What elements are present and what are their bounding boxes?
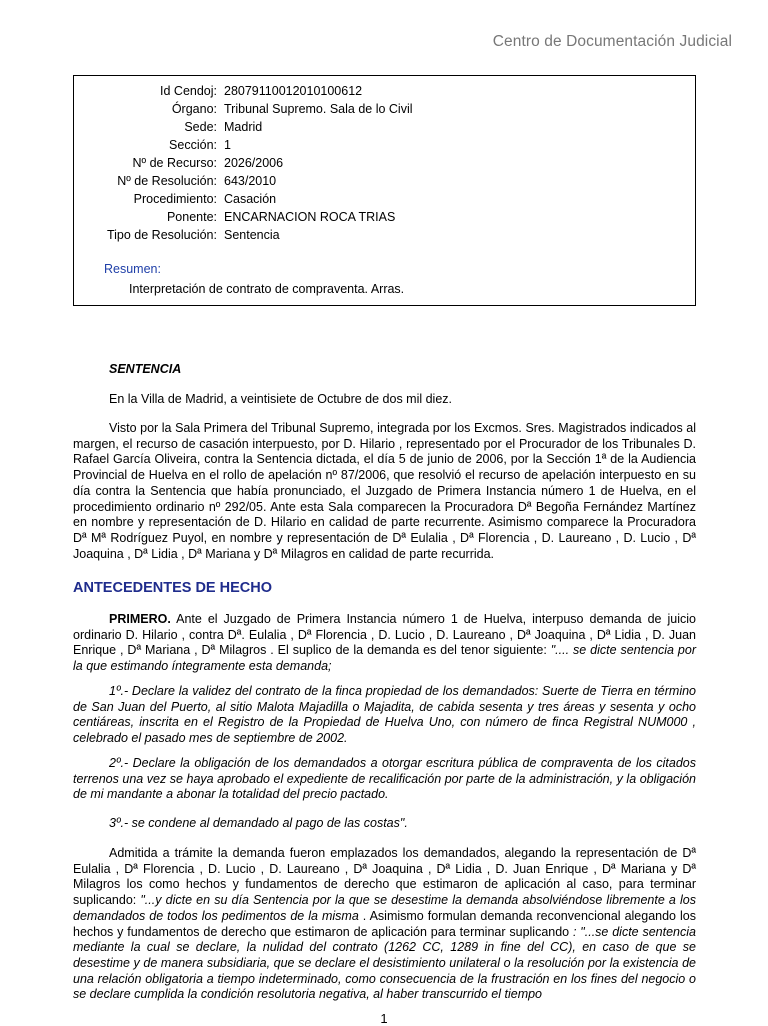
- meta-value: 28079110012010100612: [224, 84, 363, 98]
- admitida-paragraph: [73, 846, 696, 1003]
- item-3: 3º.- se condene al demandado al pago de las costas".: [109, 816, 408, 830]
- admitida-text: [73, 846, 696, 1003]
- meta-label: Órgano:: [171, 102, 217, 116]
- meta-value: 643/2010: [224, 174, 277, 188]
- meta-value: 1: [224, 138, 231, 152]
- item-1-text: [73, 684, 696, 747]
- page-number: 1: [380, 1011, 388, 1026]
- meta-label: Tipo de Resolución:: [106, 228, 217, 242]
- resumen-label: Resumen:: [104, 262, 161, 276]
- resumen-text: Interpretación de contrato de compraventa. Arras.: [129, 282, 405, 296]
- primero-paragraph: [73, 612, 696, 675]
- meta-label: Ponente:: [166, 210, 217, 224]
- meta-label: Nº de Recurso:: [132, 156, 217, 170]
- visto-text: Visto por la Sala Primera del Tribunal Supremo, integrada por los Excmos. Sres. Magistrados indicados al margen, el recurso de casación interpuesto, por D. Hilario , representado por el Procurador de los Tribunales D. Rafael García Oliveira, contra la Sentencia dictada, el día 5 de junio de 2006, por la Sección 1ª de la Audiencia Provincial de Huelva en el rollo de apelación nº 87/2006, que resolvió el recurso de apelación interpuesto en su día contra la Sentencia que había pronunciado, el Juzgado de Primera Instancia número 1 de Huelva, en el procedimiento ordinario nº 292/05. Ante esta Sala comparecen la Procuradora Dª Begoña Fernández Martínez en nombre y representación de D. Hilario en calidad de parte recurrente. Asimismo comparece la Procuradora Dª Mª Rodríguez Puyol, en nombre y representación de Dª Eulalia , Dª Florencia , D. Laureano , D. Lucio , Dª Joaquina , Dª Lidia , Dª Mariana y Dª Milagros en calidad de parte recurrida.: [73, 421, 696, 561]
- item-3-paragraph: [73, 816, 696, 832]
- admitida-part-4: : "...se dicte sentencia mediante la cual se declare, la nulidad del contrato (1262 CC, 1289 in fine del CC), en caso de que se desestime y de manera subsidiaria, que se declare el desistimiento unilateral o la resolución por la existencia de una relación obligatoria a tiempo indeterminado, como consecuencia de la frustración en los fines del negocio o se declare cumplida la condición resolutoria negativa, al haber transcurrido el tiempo: [73, 924, 696, 1002]
- admitida-part-2: "...y dicte en su día Sentencia por la que se desestime la demanda absolviéndose libremente a los demandados de todos los pedimentos de la misma: [73, 893, 696, 923]
- meta-label: Sede:: [184, 120, 217, 134]
- meta-value: Madrid: [224, 120, 263, 134]
- primero-text: [73, 612, 696, 675]
- meta-value: Sentencia: [224, 228, 280, 242]
- item-1: 1º.- Declare la validez del contrato de la finca propiedad de los demandados: Suerte de Tierra en término de San Juan del Puerto, al sitio Malota Majadilla o Majadita, de cabida sesenta y tres áreas y sesenta y ocho centiáreas, inscrita en el Registro de la Propiedad de Huelva Uno, con número de finca Registral NUM000 , celebrado el pasado mes de septiembre de 2002.: [73, 684, 696, 746]
- meta-value: ENCARNACION ROCA TRIAS: [224, 210, 396, 224]
- primero-body: Ante el Juzgado de Primera Instancia número 1 de Huelva, interpuso demanda de juicio ordinario D. Hilario , contra Dª. Eulalia , Dª Florencia , D. Lucio , D. Laureano , Dª Joaquina , Dª Lidia , D. Juan Enrique , Dª Mariana , Dª Milagros . El suplico de la demanda es del tenor siguiente:: [73, 612, 696, 658]
- meta-label: Nº de Resolución:: [117, 174, 217, 188]
- intro-paragraph: [73, 392, 696, 408]
- intro-text: En la Villa de Madrid, a veintisiete de Octubre de dos mil diez.: [109, 392, 453, 406]
- item-2-text: [73, 756, 696, 803]
- item-1-paragraph: [73, 684, 696, 747]
- meta-label: Id Cendoj:: [160, 84, 217, 98]
- meta-label: Procedimiento:: [133, 192, 217, 206]
- sentencia-title: SENTENCIA: [109, 362, 182, 376]
- admitida-part-1: Admitida a trámite la demanda fueron emplazados los demandados, alegando la representación de Dª Eulalia , Dª Florencia , D. Lucio , D. Laureano , Dª Joaquina , Dª Lidia , D. Juan Enrique , Dª Mariana y Dª Milagros los como hechos y fundamentos de derecho que estimaron de aplicación al caso, para terminar suplicando:: [73, 846, 696, 908]
- item-3-text: [73, 816, 696, 832]
- primero-italic: ".... se dicte sentencia por la que estimando íntegramente esta demanda;: [73, 643, 696, 674]
- primero-label: PRIMERO.: [109, 612, 171, 626]
- visto-paragraph: [73, 421, 696, 562]
- meta-label: Sección:: [169, 138, 217, 152]
- site-title: Centro de Documentación Judicial: [492, 33, 732, 50]
- meta-value: Tribunal Supremo. Sala de lo Civil: [224, 102, 413, 116]
- meta-value: 2026/2006: [224, 156, 284, 170]
- admitida-part-3: . Asimismo formulan demanda reconvencional alegando los hechos y fundamentos de derecho que estimaron de aplicación para terminar suplicando: [73, 908, 696, 939]
- meta-value: Casación: [224, 192, 277, 206]
- item-2-paragraph: [73, 756, 696, 803]
- item-2: 2º.- Declare la obligación de los demandados a otorgar escritura pública de compraventa de los citados terrenos una vez se haya aprobado el expediente de recalificación por parte de la administración, y la obligación de mi mandante a abonar la totalidad del precio pactado.: [73, 756, 696, 802]
- section-heading: ANTECEDENTES DE HECHO: [73, 580, 272, 596]
- metadata-box: [73, 75, 696, 306]
